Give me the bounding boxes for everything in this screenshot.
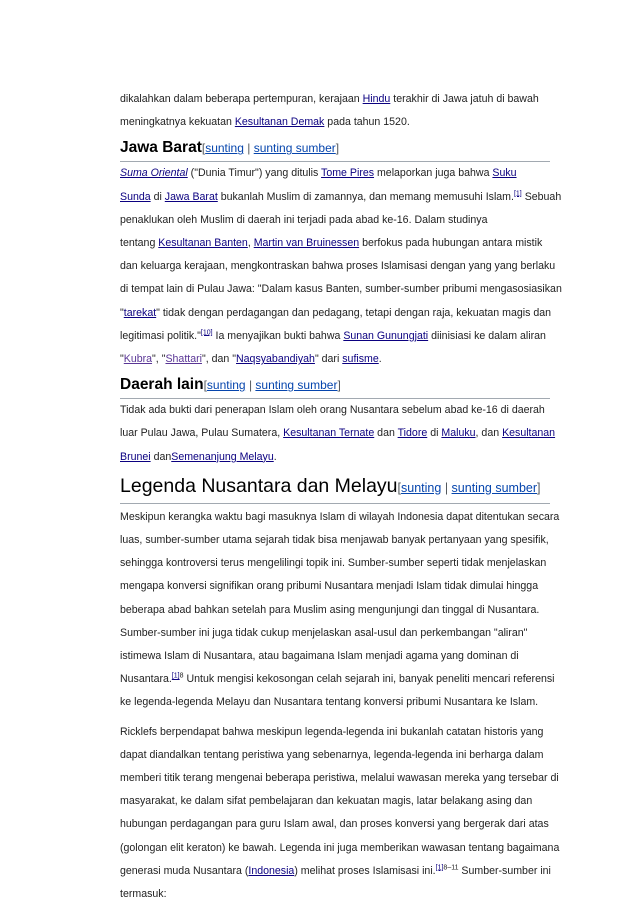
text: ) melihat proses Islamisasi ini. [294,864,436,877]
text-line: Sumber-sumber ini juga tidak cukup menjelaskan asal-usul dan perkembangan "aliran" [120,626,528,639]
text: . [378,353,382,366]
link-maluku[interactable]: Maluku [441,427,476,440]
link-kesultanan-brunei[interactable]: Kesultanan [502,427,556,440]
text: melaporkan juga bahwa [374,167,493,180]
text-line: Meskipun kerangka waktu bagi masuknya Islam di wilayah Indonesia dapat ditentukan secara [120,510,560,523]
text-line: mengapa konversi signifikan orang pribumi Nusantara menjadi Islam tidak dimulai hingga [120,580,539,593]
text: meningkatnya kekuatan [120,116,235,129]
text-line: ke legenda-legenda Melayu dan Nusantara tentang konversi pribumi Nusantara ke Islam. [120,696,539,709]
text-line [120,232,550,255]
edit-section-links [204,378,341,392]
text: di [427,427,442,440]
text: Ia menyajikan bukti bahwa [212,329,344,342]
text-line [120,162,550,185]
link-sunan-gunungjati[interactable]: Sunan Gunungjati [343,329,429,342]
text: Untuk mengisi kekosongan celah sejarah ini, banyak peneliti mencari referensi [183,673,555,686]
text: " [120,306,124,319]
text: Sebuah [521,190,562,203]
text-line: sehingga kontroversi terus mengelilingi topik ini. Sumber-sumber seperti tidak menjelaskan [120,557,547,570]
text-line [120,186,562,209]
link-sufisme[interactable]: sufisme [342,353,379,366]
paragraph-jawa-barat [120,162,562,371]
link-kesultanan-brunei[interactable]: Brunei [120,450,151,463]
link-kubra[interactable]: Kubra [123,353,153,366]
text: , [247,237,254,250]
link-kesultanan-banten[interactable]: Kesultanan Banten [158,237,248,250]
text: dan [374,427,398,440]
link-hindu[interactable]: Hindu [362,93,391,105]
reference-page: 8 [179,672,184,680]
text: Nusantara. [120,673,172,686]
reference-link[interactable]: [1] [171,672,180,680]
text-line: dan keluarga kerajaan, mengkontraskan bahwa proses Islamisasi dengan yang yang berlaku [120,260,556,273]
heading-daerah-lain [120,371,550,399]
text-line [120,860,550,883]
text-line: masyarakat, ke dalam sifat pembelajaran dan kekuatan magis, latar belakang asing dan [120,795,533,808]
text-line [120,325,550,348]
bracket: [ [201,141,206,156]
text: terakhir di Jawa jatuh di bawah [390,93,539,105]
link-tarekat[interactable]: tarekat [123,306,157,319]
edit-source-link[interactable]: sunting sumber [451,480,538,495]
heading-text: Jawa Barat [120,139,202,157]
link-indonesia[interactable]: Indonesia [248,864,295,877]
text: diinisiasi ke dalam aliran [428,329,546,342]
text: dan [150,450,172,463]
text: " tidak dengan perdagangan dan pedagang, tetapi dengan raja, kekuatan magis dan [156,306,552,319]
separator: | [243,141,254,156]
text-line: memberi titik terang mengenai beberapa peristiwa, melalui wawasan mereka yang tersebar di [120,772,559,785]
reference-page: 8–11 [443,864,459,872]
text: dikalahkan dalam beberapa pertempuran, kerajaan [120,93,363,105]
text-line [120,111,550,134]
text: bukanlah Muslim di zamannya, dan memang memusuhi Islam. [217,190,514,203]
text-line: beberapa abad bahkan setelah para Muslim asing mengunjungi dan tinggal di Nusantara. [120,603,540,616]
link-shattari[interactable]: Shattari [165,353,202,366]
text-line [120,302,550,325]
link-suma-oriental[interactable]: Suma Oriental [120,167,188,180]
bracket: ] [537,480,541,495]
separator: | [441,480,452,495]
text-line: istimewa Islam di Nusantara, atau bagaimana Islam menjadi agama yang dominan di [120,650,519,663]
text: luar Pulau Jawa, Pulau Sumatera, [120,427,284,440]
text-line: di tempat lain di Pulau Jawa: "Dalam kasus Banten, sumber-sumber pribumi mengasosiasikan [120,283,562,296]
text: generasi muda Nusantara ( [120,864,249,877]
text-line: (golongan elit keraton) ke bawah. Legenda ini juga memberikan wawasan tentang bagaimana [120,841,560,854]
text-line: hubungan perdagangan para guru Islam awal, dan proses konversi yang bergerak dari atas [120,818,549,831]
text-line [120,422,556,445]
text: " dari [314,353,343,366]
separator: | [245,378,256,393]
link-semenanjung-melayu[interactable]: Semenanjung Melayu [171,450,274,463]
heading-jawa-barat [120,134,550,162]
text: tentang [120,237,159,250]
heading-legenda-nusantara [120,469,550,504]
heading-text: Legenda Nusantara dan Melayu [120,474,398,497]
edit-link[interactable]: sunting [401,480,442,495]
link-kesultanan-demak[interactable]: Kesultanan Demak [234,116,325,129]
text: ", dan " [201,353,237,366]
edit-section-links [202,141,339,155]
text: di [150,190,165,203]
reference-link[interactable]: [10] [200,329,213,337]
text: ", " [152,353,166,366]
link-martin-van-bruinessen[interactable]: Martin van Bruinessen [253,237,360,250]
text-line: Ricklefs berpendapat bahwa meskipun legenda-legenda ini bukanlah catatan historis yang [120,725,544,738]
edit-source-link[interactable]: sunting sumber [253,141,336,156]
text-line: termasuk: [120,888,167,901]
link-jawa-barat[interactable]: Jawa Barat [164,190,218,203]
text: berfokus pada hubungan antara mistik [359,237,543,250]
paragraph-intro [120,88,550,134]
edit-section-links [398,481,541,495]
link-naqsyabandiyah[interactable]: Naqsyabandiyah [236,353,315,366]
paragraph-legenda-2 [120,721,560,906]
text: legitimasi politik." [120,329,201,342]
edit-source-link[interactable]: sunting sumber [255,378,338,393]
paragraph-daerah-lain [120,399,556,469]
text-line [120,446,550,469]
bracket: ] [335,141,340,156]
text-line: dapat diandalkan tentang peristiwa yang sebenarnya, legenda-legenda ini berharga dalam [120,748,544,761]
heading-text: Daerah lain [120,376,204,394]
reference-link[interactable]: [1] [435,864,444,872]
link-suku-sunda[interactable]: Sunda [120,190,151,203]
paragraph-legenda-1 [120,506,560,715]
text-line: penaklukan oleh Muslim di daerah ini terjadi pada abad ke-16. Dalam studinya [120,213,488,226]
link-suku-sunda[interactable]: Suku [492,167,517,180]
bracket: [ [203,378,207,393]
reference-link[interactable]: [1] [513,190,522,198]
text: " [120,353,124,366]
edit-link[interactable]: sunting [205,141,244,156]
article-body [120,88,562,906]
bracket: [ [397,480,402,495]
text: , dan [475,427,503,440]
link-kesultanan-ternate[interactable]: Kesultanan Ternate [283,427,375,440]
text: pada tahun 1520. [324,116,410,129]
text-line: luas, sumber-sumber utama sejarah tidak bisa menjawab banyak pertanyaan yang spesifik, [120,534,549,547]
link-tome-pires[interactable]: Tome Pires [321,167,375,180]
text: . [273,450,277,463]
text-line [120,668,555,691]
edit-link[interactable]: sunting [206,378,246,393]
text-line [120,348,550,371]
text-line: Tidak ada bukti dari penerapan Islam oleh orang Nusantara sebelum abad ke-16 di daerah [120,404,545,417]
text: ("Dunia Timur") yang ditulis [187,167,322,180]
text: Sumber-sumber ini [458,864,551,877]
bracket: ] [337,378,341,393]
text-line [120,88,550,111]
link-tidore[interactable]: Tidore [397,427,428,440]
